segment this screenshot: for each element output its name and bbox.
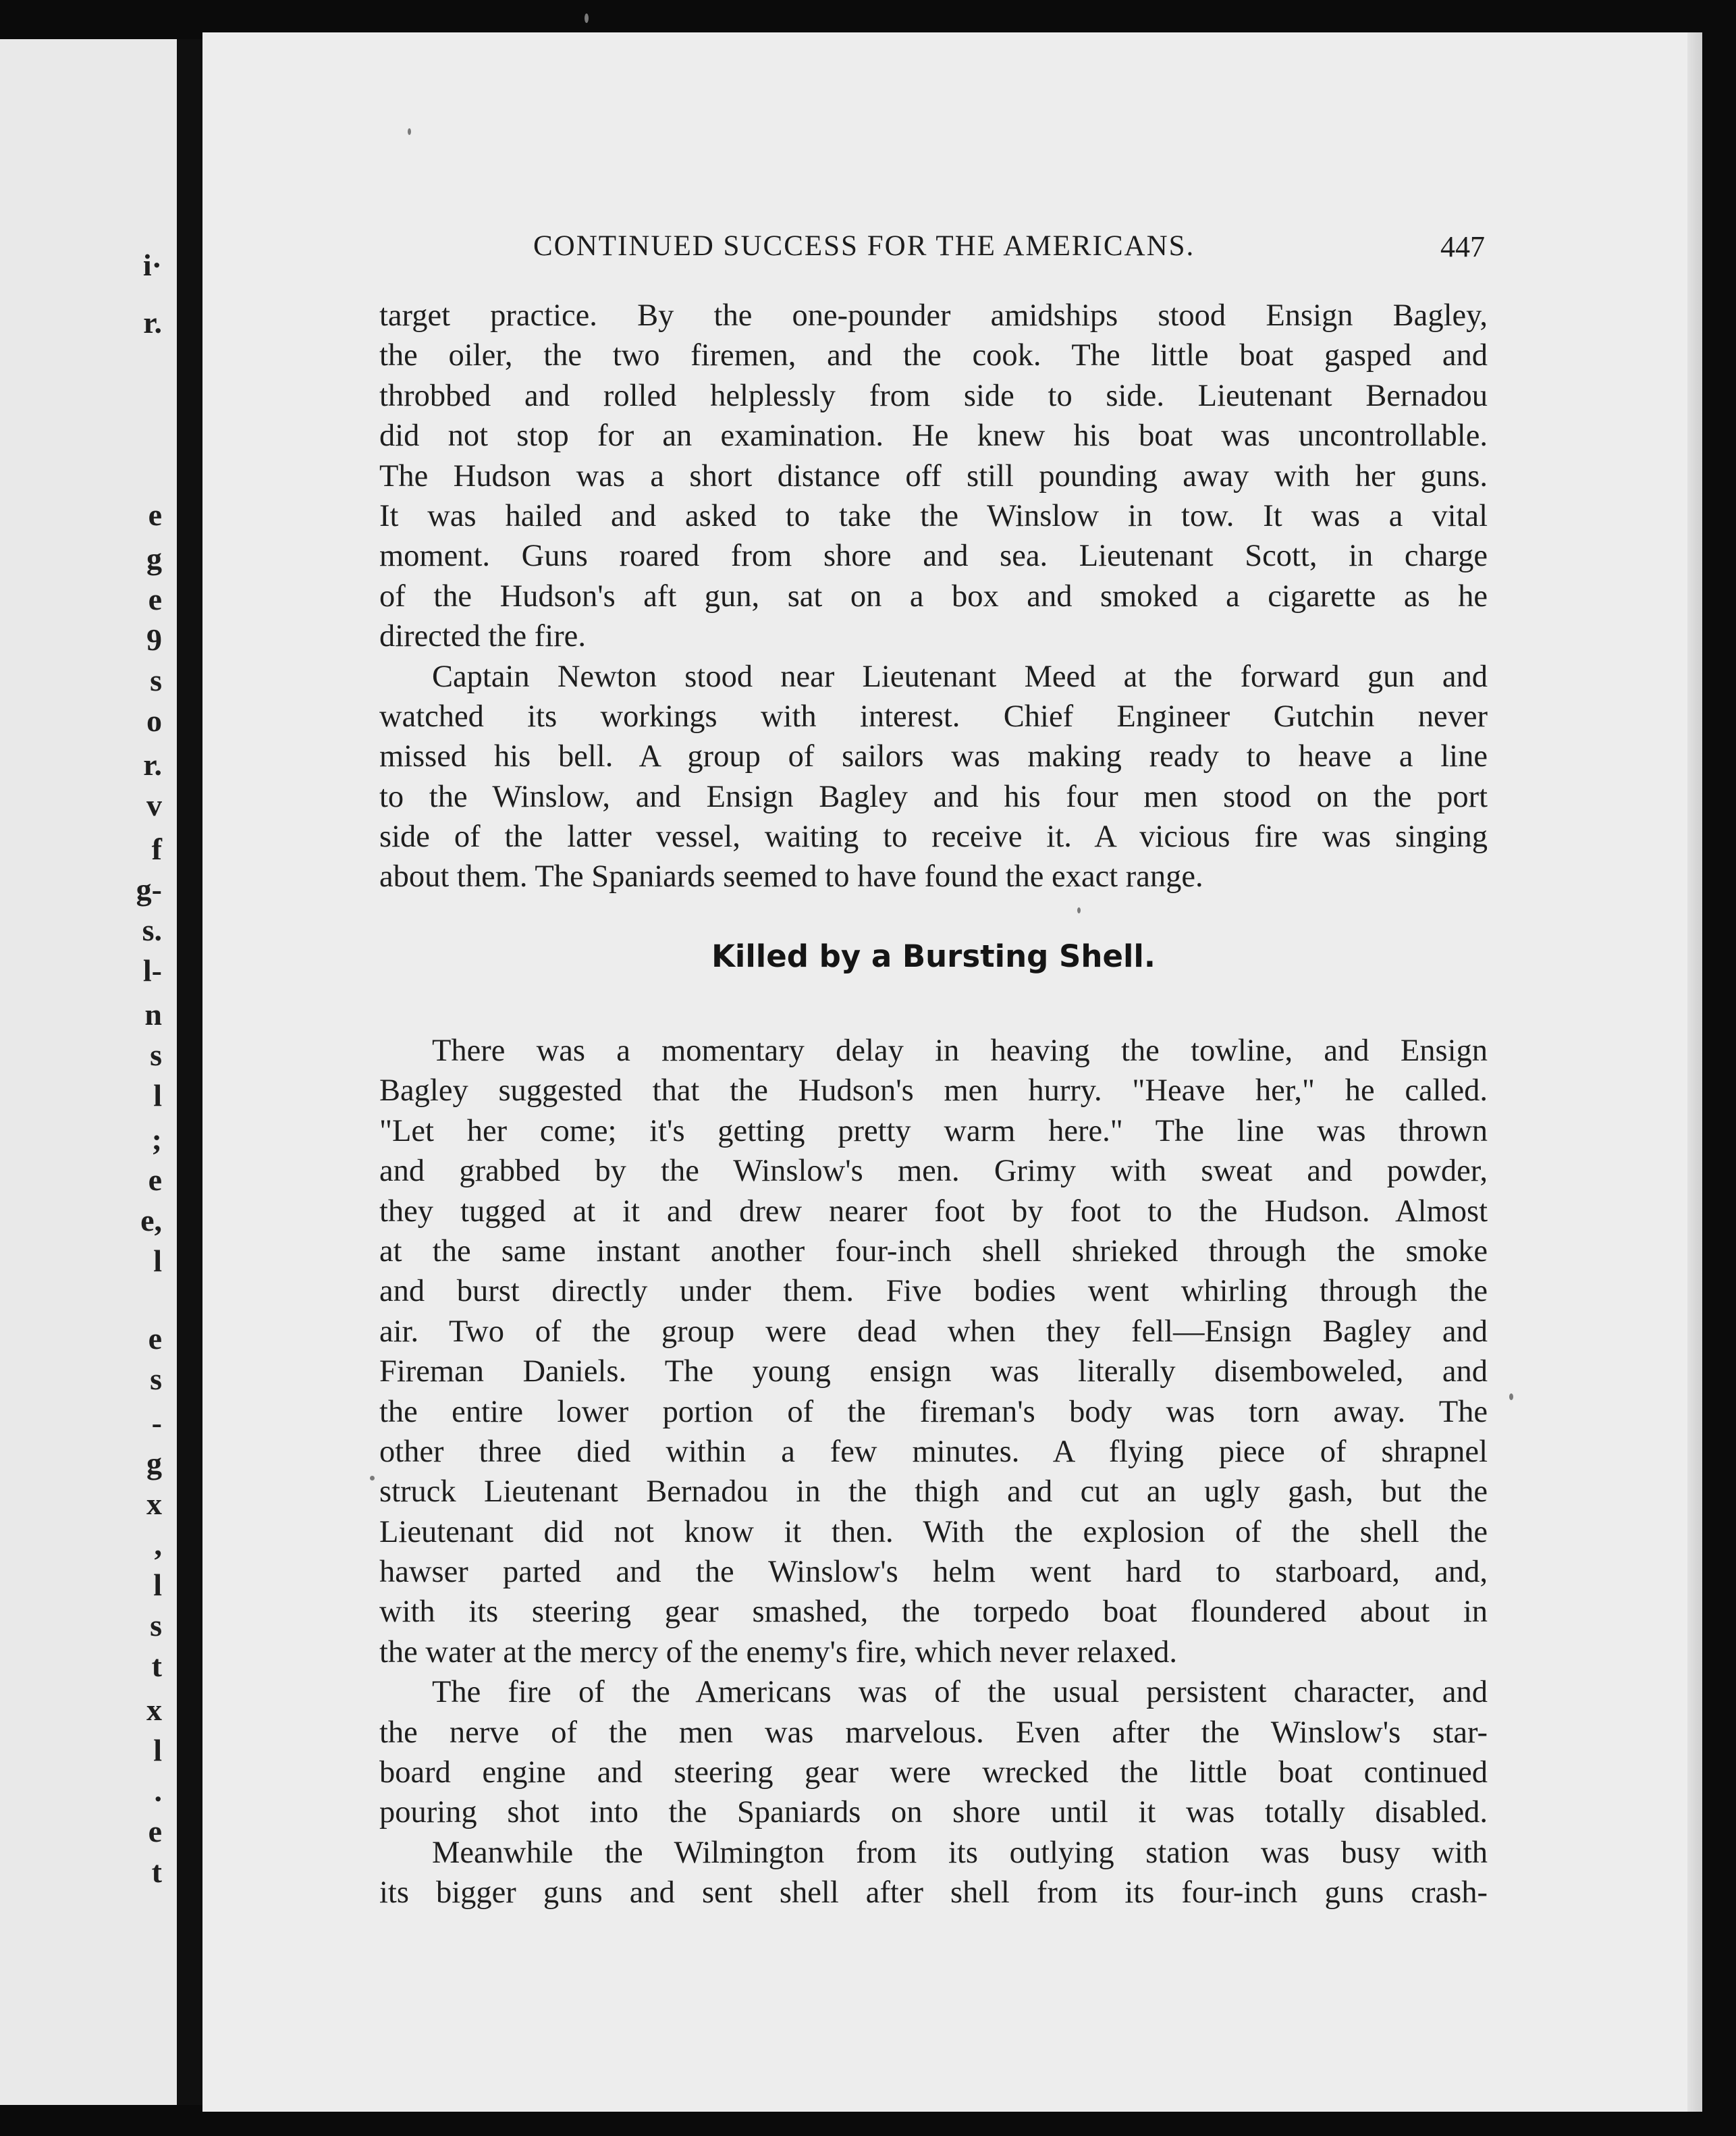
margin-fragment: f [151, 832, 162, 866]
margin-fragment: l [153, 1244, 162, 1278]
margin-fragment: l [153, 1078, 162, 1113]
text-line: and grabbed by the Winslow's men. Grimy with sweat and powder, [379, 1154, 1488, 1189]
text-line: and burst directly under them. Five bodies went whirling through the [379, 1274, 1488, 1309]
text-line: of the Hudson's aft gun, sat on a box and smoked a cigarette as he [379, 579, 1488, 614]
text-line: the entire lower portion of the fireman's body was torn away. The [379, 1394, 1488, 1429]
margin-fragment: l [153, 1733, 162, 1767]
margin-fragment: s [150, 1608, 162, 1643]
margin-fragment: s [150, 663, 162, 697]
section-one-text [379, 296, 1488, 897]
running-head [533, 230, 1485, 270]
text-line: Captain Newton stood near Lieutenant Meed at the forward gun and [432, 659, 1488, 694]
text-line: hawser parted and the Winslow's helm went hard to starboard, and, [379, 1555, 1488, 1590]
text-line: Fireman Daniels. The young ensign was literally disemboweled, and [379, 1354, 1488, 1389]
margin-fragment: n [144, 997, 162, 1032]
margin-fragment: ; [151, 1122, 162, 1156]
text-line: missed his bell. A group of sailors was making ready to heave a line [379, 739, 1488, 774]
section-subheading: Killed by a Bursting Shell. [711, 938, 1156, 974]
running-title: CONTINUED SUCCESS FOR THE AMERICANS. [533, 230, 1195, 262]
page-edge [1687, 32, 1702, 2112]
scan-speck [1509, 1393, 1513, 1400]
adjacent-page-strip [0, 39, 177, 2105]
text-line: The Hudson was a short distance off still pounding away with her guns. [379, 458, 1488, 493]
margin-fragment: t [151, 1854, 162, 1889]
text-line: other three died within a few minutes. A flying piece of shrapnel [379, 1434, 1488, 1469]
text-line: the nerve of the men was marvelous. Even after the Winslow's star- [379, 1715, 1488, 1750]
margin-fragment: g- [136, 872, 162, 907]
margin-fragment: x [146, 1487, 162, 1521]
margin-fragment: e [148, 582, 162, 616]
text-line: struck Lieutenant Bernadou in the thigh and cut an ugly gash, but the [379, 1474, 1488, 1510]
section-two-text [379, 1031, 1488, 1913]
margin-fragment: s [150, 1038, 162, 1072]
margin-fragment: r. [143, 747, 162, 782]
text-line: at the same instant another four-inch shell shrieked through the smoke [379, 1233, 1488, 1269]
scan-speck [1077, 907, 1081, 913]
text-line: throbbed and rolled helplessly from side to side. Lieutenant Bernadou [379, 378, 1488, 413]
text-line: did not stop for an examination. He knew his boat was uncontrollable. [379, 419, 1488, 454]
text-line: There was a momentary delay in heaving the towline, and Ensign [432, 1034, 1488, 1068]
text-line: directed the fire. [379, 619, 586, 654]
margin-fragment: s [150, 1362, 162, 1396]
margin-fragment: l [153, 1568, 162, 1602]
margin-fragment: i· [142, 248, 162, 282]
margin-fragment: e [148, 1163, 162, 1197]
text-line: air. Two of the group were dead when they fell—Ensign Bagley and [379, 1314, 1488, 1349]
margin-fragment: 9 [146, 622, 162, 657]
text-line: Lieutenant did not know it then. With the explosion of the shell the [379, 1514, 1488, 1549]
margin-fragment: - [151, 1406, 162, 1440]
margin-fragment: g [146, 1446, 162, 1480]
text-line: with its steering gear smashed, the torpedo boat floundered about in [379, 1595, 1488, 1630]
margin-fragment: x [146, 1692, 162, 1727]
margin-fragment: r. [143, 305, 162, 340]
scan-speck [408, 128, 411, 135]
text-line: "Let her come; it's getting pretty warm here." The line was thrown [379, 1113, 1488, 1148]
text-line: they tugged at it and drew nearer foot by foot to the Hudson. Almost [379, 1194, 1488, 1229]
text-line: to the Winslow, and Ensign Bagley and his four men stood on the port [379, 779, 1488, 814]
page-gutter [177, 39, 202, 2105]
margin-fragment: v [146, 788, 162, 822]
scan-speck [370, 1476, 375, 1480]
page-number: 447 [1440, 230, 1485, 263]
text-line: about them. The Spaniards seemed to have found the exact range. [379, 859, 1203, 895]
margin-fragment: l- [142, 953, 162, 988]
margin-fragment: g [146, 541, 162, 576]
text-line: the oiler, the two firemen, and the cook. The little boat gasped and [379, 338, 1488, 373]
margin-fragment: e [148, 1814, 162, 1848]
margin-fragment: o [146, 703, 162, 738]
text-line: side of the latter vessel, waiting to receive it. A vicious fire was singing [379, 820, 1488, 855]
text-line: pouring shot into the Spaniards on shore until it was totally disabled. [379, 1795, 1488, 1830]
text-line: Meanwhile the Wilmington from its outlying station was busy with [432, 1835, 1488, 1870]
margin-fragment: . [154, 1773, 162, 1808]
scan-speck [585, 14, 589, 23]
margin-fragment: t [151, 1649, 162, 1683]
margin-fragment: s. [142, 913, 162, 947]
margin-fragment: e [148, 1321, 162, 1356]
margin-fragment: , [154, 1527, 162, 1561]
text-line: watched its workings with interest. Chief Engineer Gutchin never [379, 699, 1488, 734]
text-line: target practice. By the one-pounder amidships stood Ensign Bagley, [379, 298, 1488, 333]
text-line: board engine and steering gear were wrecked the little boat continued [379, 1755, 1488, 1790]
text-line: Bagley suggested that the Hudson's men hurry. "Heave her," he called. [379, 1073, 1488, 1109]
text-line: The fire of the Americans was of the usual persistent character, and [432, 1675, 1488, 1710]
text-line: the water at the mercy of the enemy's fire, which never relaxed. [379, 1634, 1177, 1670]
text-line: It was hailed and asked to take the Winslow in tow. It was a vital [379, 498, 1488, 533]
margin-fragment: e, [140, 1203, 162, 1237]
text-line: its bigger guns and sent shell after shell from its four-inch guns crash- [379, 1875, 1488, 1911]
margin-fragment: e [148, 498, 162, 532]
text-line: moment. Guns roared from shore and sea. Lieutenant Scott, in charge [379, 539, 1488, 574]
